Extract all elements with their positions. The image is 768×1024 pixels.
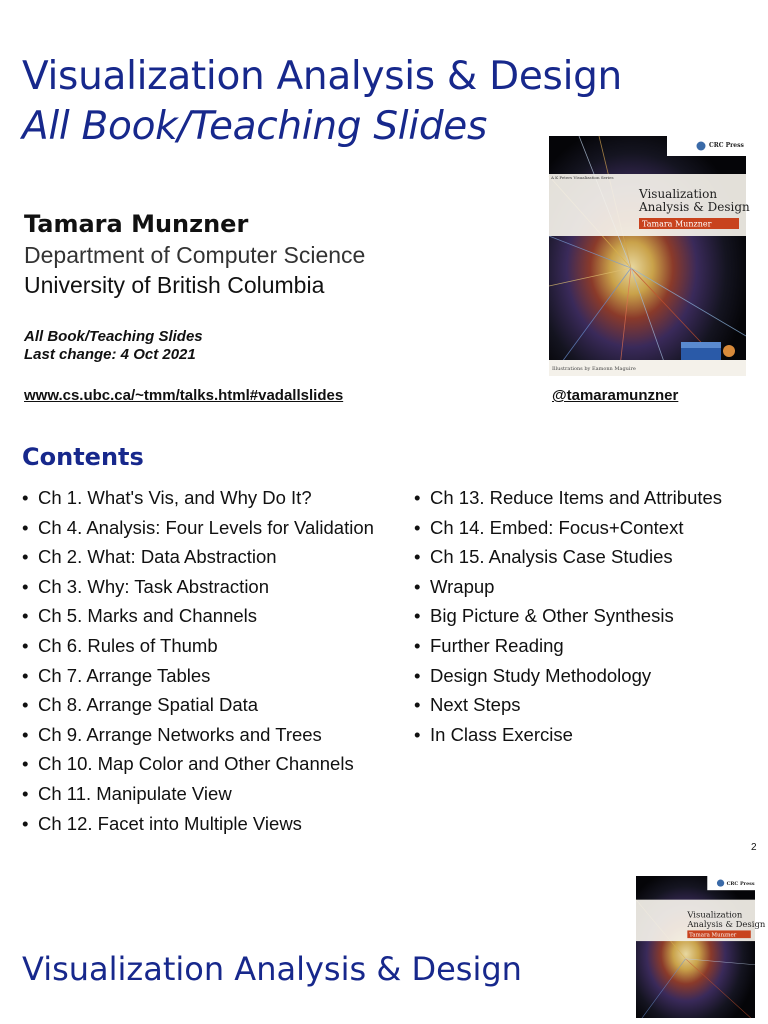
page-number: 2 [751, 842, 757, 853]
cover-title-line1: Visualization [639, 187, 718, 201]
publisher-logo-icon [697, 142, 706, 151]
list-item: • Ch 2. What: Data Abstraction [22, 542, 374, 572]
list-item: • Ch 3. Why: Task Abstraction [22, 572, 374, 602]
list-item: • Ch 11. Manipulate View [22, 779, 374, 809]
department: Department of Computer Science [24, 242, 366, 268]
ebook-badge-icon [723, 345, 735, 357]
list-item: • Ch 13. Reduce Items and Attributes [414, 483, 722, 513]
twitter-handle-link[interactable]: @tamaramunzner [552, 387, 679, 404]
contents-list-right [414, 483, 722, 749]
cover-credit: Illustrations by Eamonn Maguire [552, 366, 636, 372]
list-item: • Ch 7. Arrange Tables [22, 661, 374, 691]
list-item: • Ch 9. Arrange Networks and Trees [22, 720, 374, 750]
list-item: • Ch 10. Map Color and Other Channels [22, 749, 374, 779]
author-name: Tamara Munzner [24, 210, 249, 238]
slide-subtitle: All Book/Teaching Slides [22, 104, 488, 149]
list-item: • Ch 8. Arrange Spatial Data [22, 690, 374, 720]
cover-title-line2: Analysis & Design [639, 200, 750, 214]
cover-author: Tamara Munzner [642, 219, 712, 229]
next-slide-title: Visualization Analysis & Design [22, 950, 522, 988]
slides-url-link[interactable]: www.cs.ubc.ca/~tmm/talks.html#vadallslides [24, 387, 344, 404]
list-item: • In Class Exercise [414, 720, 722, 750]
list-item: • Ch 4. Analysis: Four Levels for Validation [22, 513, 374, 543]
thumb-cover-title-line2: Analysis & Design [687, 918, 766, 929]
list-item: • Ch 5. Marks and Channels [22, 601, 374, 631]
list-item: • Further Reading [414, 631, 722, 661]
list-item: • Ch 14. Embed: Focus+Context [414, 513, 722, 543]
list-item: • Big Picture & Other Synthesis [414, 601, 722, 631]
list-item: • Wrapup [414, 572, 722, 602]
university: University of British Columbia [24, 272, 325, 298]
book-cover-image [549, 136, 750, 376]
thumb-cover-title-line1: Visualization [687, 909, 743, 920]
list-item: • Design Study Methodology [414, 661, 722, 691]
list-item: • Next Steps [414, 690, 722, 720]
list-item: • Ch 6. Rules of Thumb [22, 631, 374, 661]
thumb-publisher-logo-icon [717, 880, 724, 887]
list-item: • Ch 15. Analysis Case Studies [414, 542, 722, 572]
thumb-cover-author: Tamara Munzner [689, 932, 737, 939]
thumb-cover-publisher: CRC Press [726, 881, 755, 887]
slide-title: Visualization Analysis & Design [22, 54, 622, 99]
book-cover-thumbnail [636, 876, 766, 1018]
list-item: • Ch 1. What's Vis, and Why Do It? [22, 483, 374, 513]
cover-publisher: CRC Press [709, 142, 744, 149]
list-item: • Ch 12. Facet into Multiple Views [22, 809, 374, 839]
slides-label: All Book/Teaching Slides [24, 328, 203, 345]
cover-series: A K Peters Visualization Series [551, 175, 614, 180]
last-change-date: Last change: 4 Oct 2021 [24, 346, 196, 363]
contents-heading: Contents [22, 443, 144, 471]
contents-list-left [22, 483, 374, 838]
